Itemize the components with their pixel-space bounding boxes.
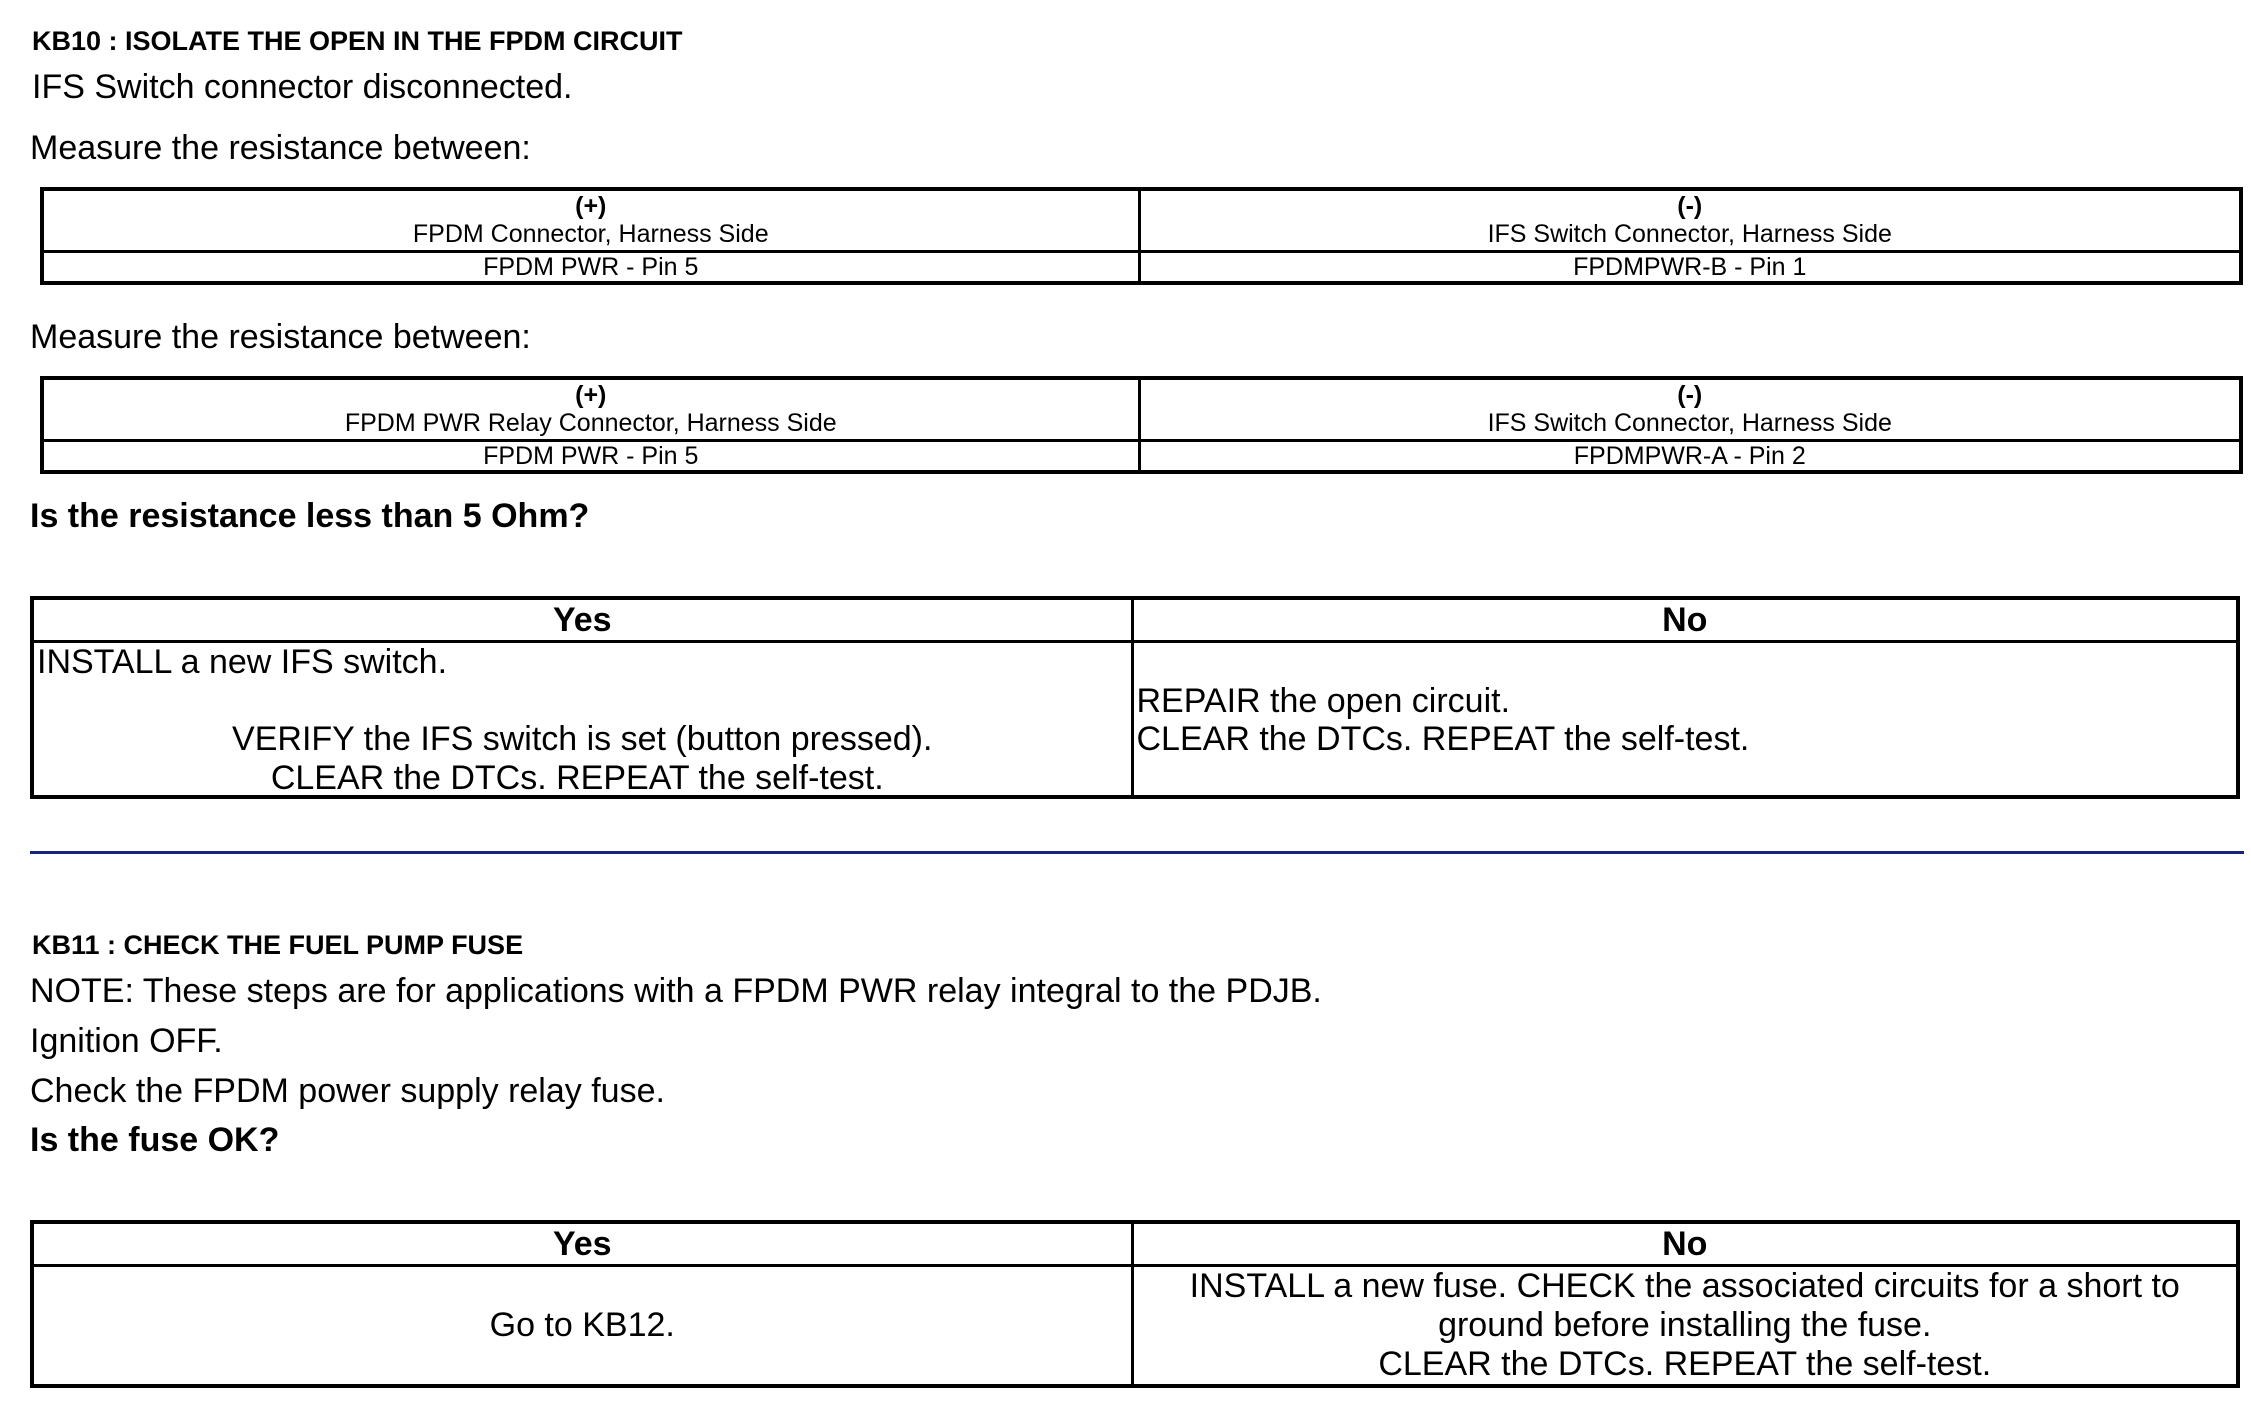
kb11-line3: Check the FPDM power supply relay fuse.: [30, 1072, 665, 1110]
measure1-label: Measure the resistance between:: [30, 129, 531, 167]
kb10-line1: IFS Switch connector disconnected.: [32, 68, 573, 106]
kb10-no-header: No: [1132, 598, 2238, 642]
measure1-plus-cell: [42, 189, 1139, 251]
kb10-yes-line2: VERIFY the IFS switch is set (button pressed).: [232, 720, 933, 758]
kb11-question: Is the fuse OK?: [30, 1121, 280, 1159]
measure2-plus-pin: FPDM PWR - Pin 5: [42, 440, 1139, 472]
measure1-table: [40, 187, 2243, 285]
measure1-minus-connector: IFS Switch Connector, Harness Side: [1487, 220, 1892, 249]
measure2-minus-connector: IFS Switch Connector, Harness Side: [1487, 409, 1892, 438]
measure1-plus-connector: FPDM Connector, Harness Side: [412, 220, 769, 249]
kb11-no-line1: INSTALL a new fuse. CHECK the associated circuits for a short to: [1189, 1267, 2180, 1305]
kb11-decision-table: [30, 1220, 2240, 1388]
kb11-line2: Ignition OFF.: [30, 1022, 223, 1060]
measure2-minus-sign: (-): [1677, 381, 1703, 410]
kb11-heading: KB11 : CHECK THE FUEL PUMP FUSE: [32, 930, 524, 960]
kb11-yes-text: Go to KB12.: [489, 1306, 675, 1344]
measure2-label: Measure the resistance between:: [30, 318, 531, 356]
kb10-question: Is the resistance less than 5 Ohm?: [30, 497, 590, 535]
measure1-minus-cell: [1139, 189, 2241, 251]
kb11-no-line3: CLEAR the DTCs. REPEAT the self-test.: [1378, 1345, 1992, 1383]
measure2-plus-connector: FPDM PWR Relay Connector, Harness Side: [344, 409, 837, 438]
kb10-yes-line1: INSTALL a new IFS switch.: [37, 643, 448, 681]
kb11-yes-cell: [32, 1266, 1132, 1387]
measure2-minus-pin: FPDMPWR-A - Pin 2: [1139, 440, 2241, 472]
kb10-decision-table: [30, 596, 2240, 799]
kb11-note: NOTE: These steps are for applications with a FPDM PWR relay integral to the PDJB.: [30, 972, 1322, 1010]
kb11-yes-header: Yes: [32, 1222, 1132, 1266]
kb10-no-line1: REPAIR the open circuit.: [1136, 682, 1511, 720]
measure2-plus-sign: (+): [575, 381, 607, 410]
measure2-minus-cell: [1139, 378, 2241, 440]
kb11-no-header: No: [1132, 1222, 2238, 1266]
kb11-no-cell: [1132, 1266, 2238, 1387]
measure2-plus-cell: [42, 378, 1139, 440]
measure2-table: [40, 376, 2243, 474]
kb10-yes-header: Yes: [32, 598, 1132, 642]
measure1-minus-sign: (-): [1677, 192, 1703, 221]
measure1-plus-pin: FPDM PWR - Pin 5: [42, 251, 1139, 283]
kb10-yes-cell: [32, 642, 1132, 797]
kb10-yes-line3: CLEAR the DTCs. REPEAT the self-test.: [270, 759, 884, 797]
measure1-plus-sign: (+): [575, 192, 607, 221]
section-divider: [30, 851, 2244, 854]
kb10-no-line2: CLEAR the DTCs. REPEAT the self-test.: [1136, 720, 1750, 758]
kb10-no-cell: [1132, 642, 2238, 797]
measure1-minus-pin: FPDMPWR-B - Pin 1: [1139, 251, 2241, 283]
kb10-heading: KB10 : ISOLATE THE OPEN IN THE FPDM CIRCUIT: [32, 26, 683, 56]
kb11-no-line2: ground before installing the fuse.: [1438, 1306, 1932, 1344]
